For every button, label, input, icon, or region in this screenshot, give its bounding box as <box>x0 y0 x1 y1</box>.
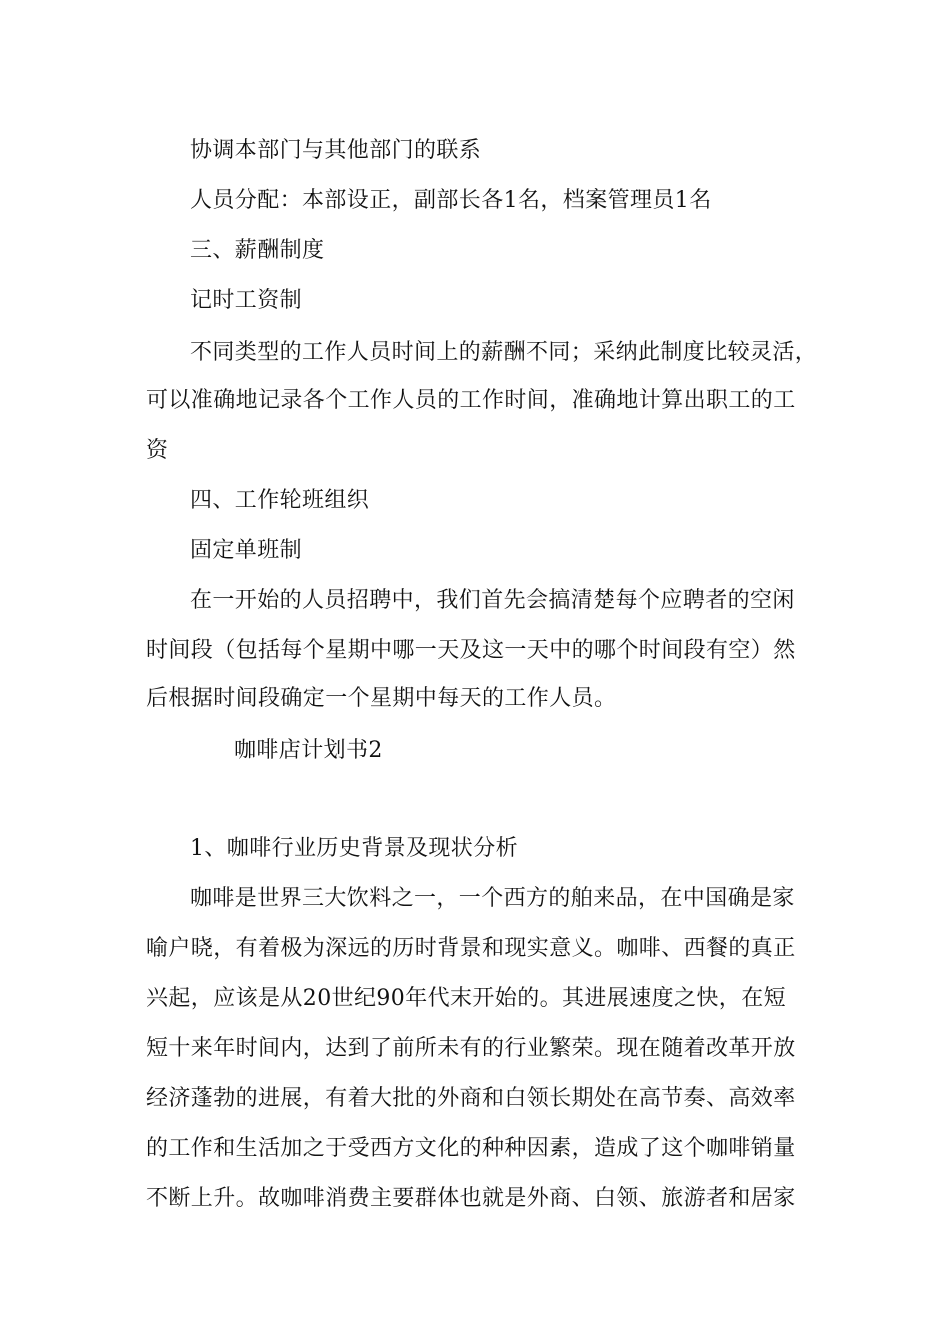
text-line: 短十来年时间内，达到了前所未有的行业繁荣。现在随着改革开放 <box>146 1036 796 1061</box>
text-line: 咖啡是世界三大饮料之一，一个西方的舶来品，在中国确是家 <box>190 886 795 911</box>
text-line: 可以准确地记录各个工作人员的工作时间，准确地计算出职工的工 <box>146 388 796 413</box>
text-line: 的工作和生活加之于受西方文化的种种因素，造成了这个咖啡销量 <box>146 1136 796 1161</box>
section-heading: 四、工作轮班组织 <box>190 488 370 513</box>
section-heading: 1、咖啡行业历史背景及现状分析 <box>190 836 518 861</box>
text-line: 协调本部门与其他部门的联系 <box>190 138 482 163</box>
text-line: 经济蓬勃的进展，有着大批的外商和白领长期处在高节奏、高效率 <box>146 1086 796 1111</box>
text-line: 在一开始的人员招聘中，我们首先会搞清楚每个应聘者的空闲 <box>190 588 795 613</box>
text-line: 不同类型的工作人员时间上的薪酬不同；采纳此制度比较灵活， <box>190 340 818 365</box>
text-line: 兴起，应该是从20世纪90年代末开始的。其进展速度之快，在短 <box>146 986 786 1011</box>
document-title: 咖啡店计划书2 <box>234 738 383 763</box>
text-line: 人员分配：本部设正，副部长各1名，档案管理员1名 <box>190 188 712 213</box>
section-heading: 三、薪酬制度 <box>190 238 325 263</box>
text-line: 后根据时间段确定一个星期中每天的工作人员。 <box>146 686 617 711</box>
text-line: 时间段（包括每个星期中哪一天及这一天中的哪个时间段有空）然 <box>146 638 796 663</box>
subheading: 记时工资制 <box>190 288 303 313</box>
text-line: 不断上升。故咖啡消费主要群体也就是外商、白领、旅游者和居家 <box>146 1186 796 1211</box>
text-line: 喻户晓，有着极为深远的历时背景和现实意义。咖啡、西餐的真正 <box>146 936 796 961</box>
text-line: 资 <box>146 438 169 463</box>
subheading: 固定单班制 <box>190 538 303 563</box>
